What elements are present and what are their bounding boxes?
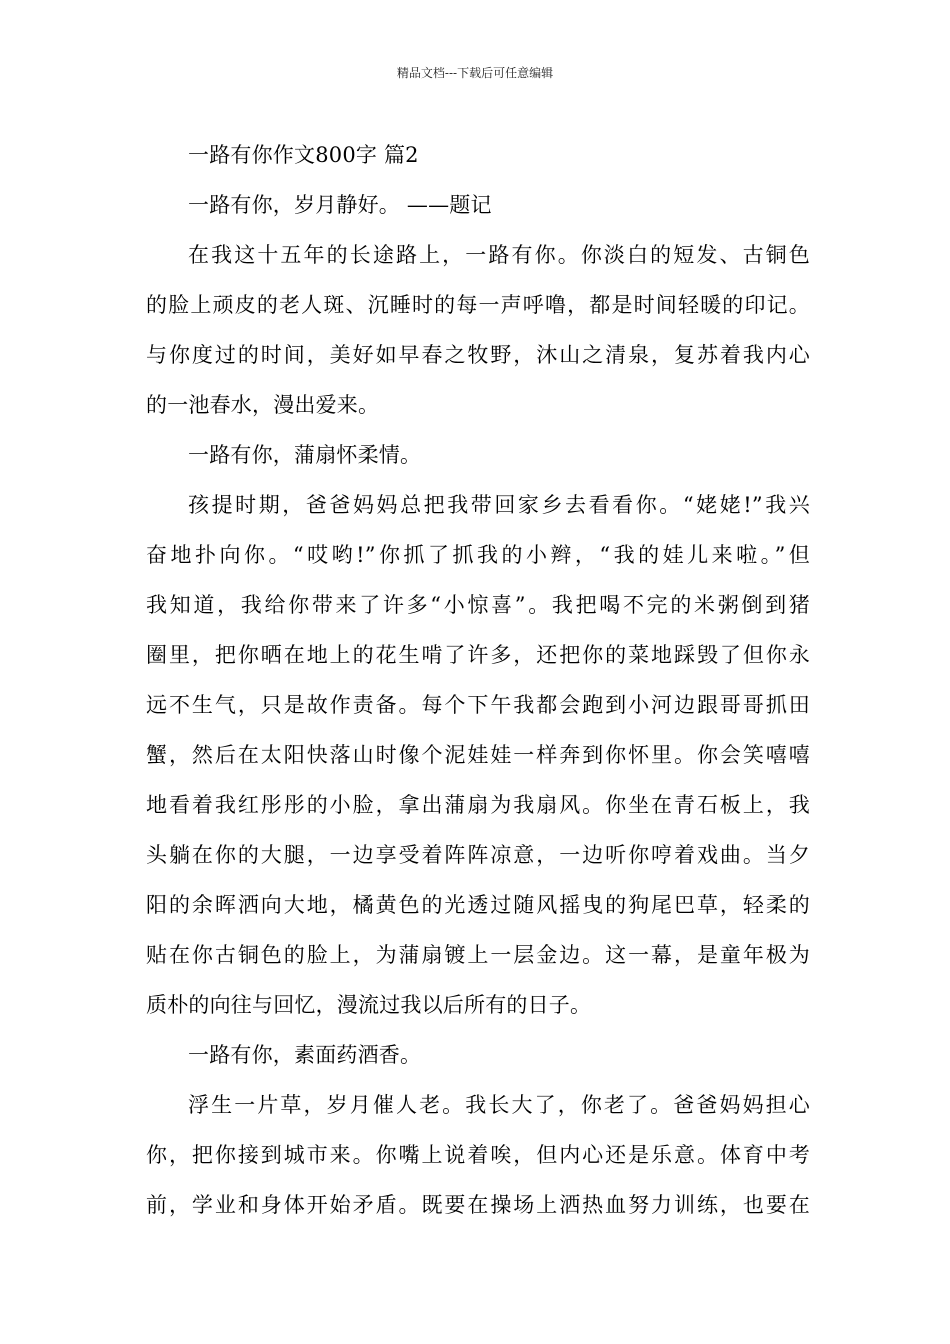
text-line: 蟹，然后在太阳快落山时像个泥娃娃一样奔到你怀里。你会笑嘻嘻 <box>146 743 810 767</box>
text-line: 的一池春水，漫出爱来。 <box>146 393 380 417</box>
text-line: 头躺在你的大腿，一边享受着阵阵凉意，一边听你哼着戏曲。当夕 <box>146 843 810 867</box>
text-line: 的脸上顽皮的老人斑、沉睡时的每一声呼噜，都是时间轻暖的印记。 <box>146 293 810 317</box>
text-line: 浮生一片草，岁月催人老。我长大了，你老了。爸爸妈妈担心 <box>188 1093 810 1117</box>
text-line: 地看着我红彤彤的小脸，拿出蒲扇为我扇风。你坐在青石板上，我 <box>146 793 810 817</box>
text-line: 远不生气，只是故作责备。每个下午我都会跑到小河边跟哥哥抓田 <box>146 693 810 717</box>
text-line: 前，学业和身体开始矛盾。既要在操场上洒热血努力训练，也要在 <box>146 1193 810 1217</box>
essay-title: 一路有你作文800字 篇2 <box>188 143 419 167</box>
page-header: 精品文档---下载后可任意编辑 <box>396 66 554 80</box>
text-line: 与你度过的时间，美好如早春之牧野，沐山之清泉，复苏着我内心 <box>146 343 810 367</box>
document-body <box>146 130 810 1230</box>
text-line: 在我这十五年的长途路上，一路有你。你淡白的短发、古铜色 <box>188 243 810 267</box>
text-line: 我知道，我给你带来了许多“小惊喜”。我把喝不完的米粥倒到猪 <box>146 593 810 617</box>
text-line: 奋地扑向你。“哎哟!”你抓了抓我的小辫，“我的娃儿来啦。”但 <box>146 543 810 567</box>
section-heading: 一路有你，素面药酒香。 <box>188 1043 422 1067</box>
text-line: 圈里，把你晒在地上的花生啃了许多，还把你的菜地踩毁了但你永 <box>146 643 810 667</box>
text-line: 阳的余晖洒向大地，橘黄色的光透过随风摇曳的狗尾巴草，轻柔的 <box>146 893 810 917</box>
section-heading: 一路有你，蒲扇怀柔情。 <box>188 443 422 467</box>
text-line: 贴在你古铜色的脸上，为蒲扇镀上一层金边。这一幕，是童年极为 <box>146 943 810 967</box>
text-line: 质朴的向往与回忆，漫流过我以后所有的日子。 <box>146 993 592 1017</box>
text-line: 孩提时期，爸爸妈妈总把我带回家乡去看看你。“姥姥!”我兴 <box>188 493 810 517</box>
epigraph: 一路有你，岁月静好。 ——题记 <box>188 193 492 217</box>
text-line: 你，把你接到城市来。你嘴上说着唉，但内心还是乐意。体育中考 <box>146 1143 810 1167</box>
